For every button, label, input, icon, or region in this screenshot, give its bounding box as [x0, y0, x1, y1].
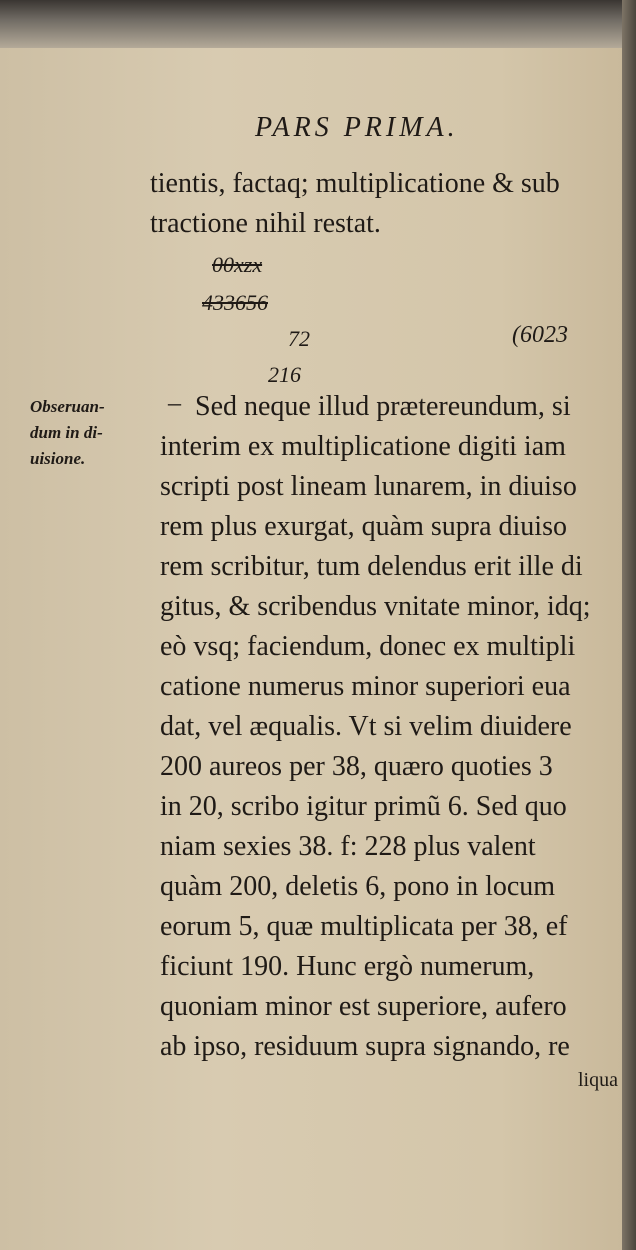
text-line: quoniam minor est superiore, aufero [160, 991, 567, 1022]
computation-row: 00xzx [212, 252, 263, 277]
marginal-note-line: dum in di- [30, 423, 103, 442]
computation-row: 433656 [202, 290, 268, 315]
text-line: tractione nihil restat. [150, 208, 381, 239]
text-line: eò vsq; faciendum, donec ex multipli [160, 631, 576, 662]
text-line: ficiunt 190. Hunc ergò numerum, [160, 951, 535, 982]
text-line: rem plus exurgat, quàm supra diuiso [160, 511, 567, 542]
computation-row: 72 [288, 326, 310, 351]
text-line: catione numerus minor superiori eua [160, 671, 571, 702]
catchword: liqua [578, 1069, 618, 1091]
text-line: ab ipso, residuum supra signando, re [160, 1031, 570, 1062]
text-line: dat, vel æqualis. Vt si velim diuidere [160, 711, 572, 742]
computation-row: 216 [268, 362, 301, 387]
text-line: quàm 200, deletis 6, pono in locum [160, 871, 556, 902]
text-line: niam sexies 38. f: 228 plus valent [160, 831, 536, 862]
text-line: 200 aureos per 38, quæro quoties 3 [160, 751, 553, 782]
paragraph-mark: ‒ [168, 388, 181, 417]
text-line: Sed neque illud prætereundum, si [195, 391, 571, 422]
text-line: gitus, & scribendus vnitate minor, idq; [160, 591, 591, 622]
marginal-note-line: Obseruan- [30, 397, 105, 416]
marginal-note-line: uisione. [30, 449, 86, 468]
text-line: eorum 5, quæ multiplicata per 38, ef [160, 911, 568, 942]
text-line: tientis, factaq; multiplicatione & sub [150, 168, 560, 199]
quotient-bracket: (6023 [512, 322, 568, 348]
text-line: rem scribitur, tum delendus erit ille di [160, 551, 583, 582]
text-line: in 20, scribo igitur primũ 6. Sed quo [160, 791, 567, 822]
page-top-shadow [0, 0, 622, 48]
text-line: scripti post lineam lunarem, in diuiso [160, 471, 577, 502]
text-line: interim ex multiplicatione digiti iam [160, 431, 566, 462]
page-edge [622, 0, 636, 1250]
running-head: PARS PRIMA. [255, 112, 459, 143]
